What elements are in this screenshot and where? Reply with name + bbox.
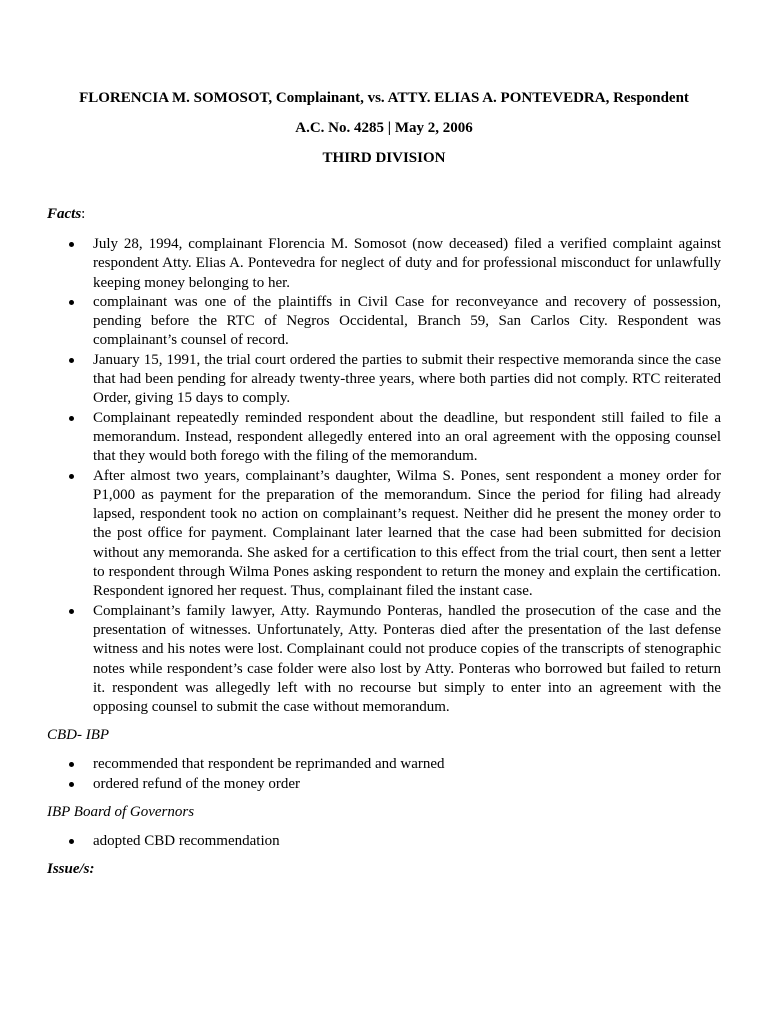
division-label: THIRD DIVISION xyxy=(322,150,446,166)
facts-heading xyxy=(47,205,721,224)
cbd-ibp-list xyxy=(47,755,721,794)
list-item-text: January 15, 1991, the trial court ordered the parties to submit their respective memoranda since the case that had been pending for already twenty-three years, where both parties did not comply. RTC reiterated Order, giving 15 days to comply. xyxy=(93,351,721,407)
issues-heading: Issue/s: xyxy=(47,861,95,878)
bullet-icon xyxy=(69,839,74,844)
list-item-text: adopted CBD recommendation xyxy=(93,833,280,850)
facts-list xyxy=(47,235,721,717)
cbd-ibp-heading: CBD- IBP xyxy=(47,727,110,744)
ibp-board-list xyxy=(47,832,721,851)
list-item-text: Complainant’s family lawyer, Atty. Raymundo Ponteras, handled the prosecution of the case and the presentation of witnesses. Unfortunately, Atty. Ponteras died after the presentation of the last defense witness and his notes were lost. Complainant could not produce copies of the transcripts of stenographic notes while respondent’s case folder were also lost by Atty. Ponteras who borrowed but failed to return it. respondent was allegedly left with no recourse but simply to enter into an agreement with the opposing counsel to submit the case without memorandum. xyxy=(93,602,721,716)
list-item xyxy=(47,235,721,293)
list-item xyxy=(47,351,721,409)
list-item-text: Complainant repeatedly reminded respondent about the deadline, but respondent still failed to file a memorandum. Instead, respondent allegedly entered into an oral agreement with the opposing counsel that they would both forego with the filing of the memorandum. xyxy=(93,409,721,465)
ibp-board-heading: IBP Board of Governors xyxy=(47,804,195,821)
case-number-date: A.C. No. 4285 | May 2, 2006 xyxy=(295,120,473,136)
list-item-text: July 28, 1994, complainant Florencia M. Somosot (now deceased) filed a verified complaint against respondent Atty. Elias A. Pontevedra for neglect of duty and for professional misconduct for unlawfully keeping money belonging to her. xyxy=(93,236,721,291)
list-item xyxy=(47,755,721,774)
bullet-icon xyxy=(69,609,74,614)
bullet-icon xyxy=(69,300,74,305)
list-item xyxy=(47,602,721,718)
bullet-icon xyxy=(69,782,74,787)
list-item xyxy=(47,775,721,794)
list-item-text: recommended that respondent be reprimanded and warned xyxy=(93,756,445,773)
facts-heading-colon: : xyxy=(81,206,86,222)
list-item-text: ordered refund of the money order xyxy=(93,775,300,792)
list-item xyxy=(47,293,721,351)
list-item xyxy=(47,409,721,467)
list-item xyxy=(47,467,721,602)
bullet-icon xyxy=(69,762,74,767)
case-title: FLORENCIA M. SOMOSOT, Complainant, vs. ATTY. ELIAS A. PONTEVEDRA, Respondent xyxy=(79,90,689,106)
bullet-icon xyxy=(69,358,74,363)
bullet-icon xyxy=(69,474,74,479)
list-item-text: complainant was one of the plaintiffs in Civil Case for reconveyance and recovery of possession, pending before the RTC of Negros Occidental, Branch 59, San Carlos City. Respondent was complainant’s counsel of record. xyxy=(93,293,721,349)
list-item xyxy=(47,832,721,851)
facts-heading-label: Facts xyxy=(47,206,82,222)
list-item-text: After almost two years, complainant’s daughter, Wilma S. Pones, sent respondent a money order for P1,000 as payment for the preparation of the memorandum. Since the period for filing had already lapsed, respondent took no action on complainant’s request. Neither did he present the money order to the post office for payment. Complainant later learned that the case had been submitted for decision without any memoranda. She asked for a certification to this effect from the trial court, then sent a letter to respondent through Wilma Pones asking respondent to return the money and explain the certification. Respondent ignored her request. Thus, complainant filed the instant case. xyxy=(93,467,721,600)
bullet-icon xyxy=(69,242,74,247)
bullet-icon xyxy=(69,416,74,421)
